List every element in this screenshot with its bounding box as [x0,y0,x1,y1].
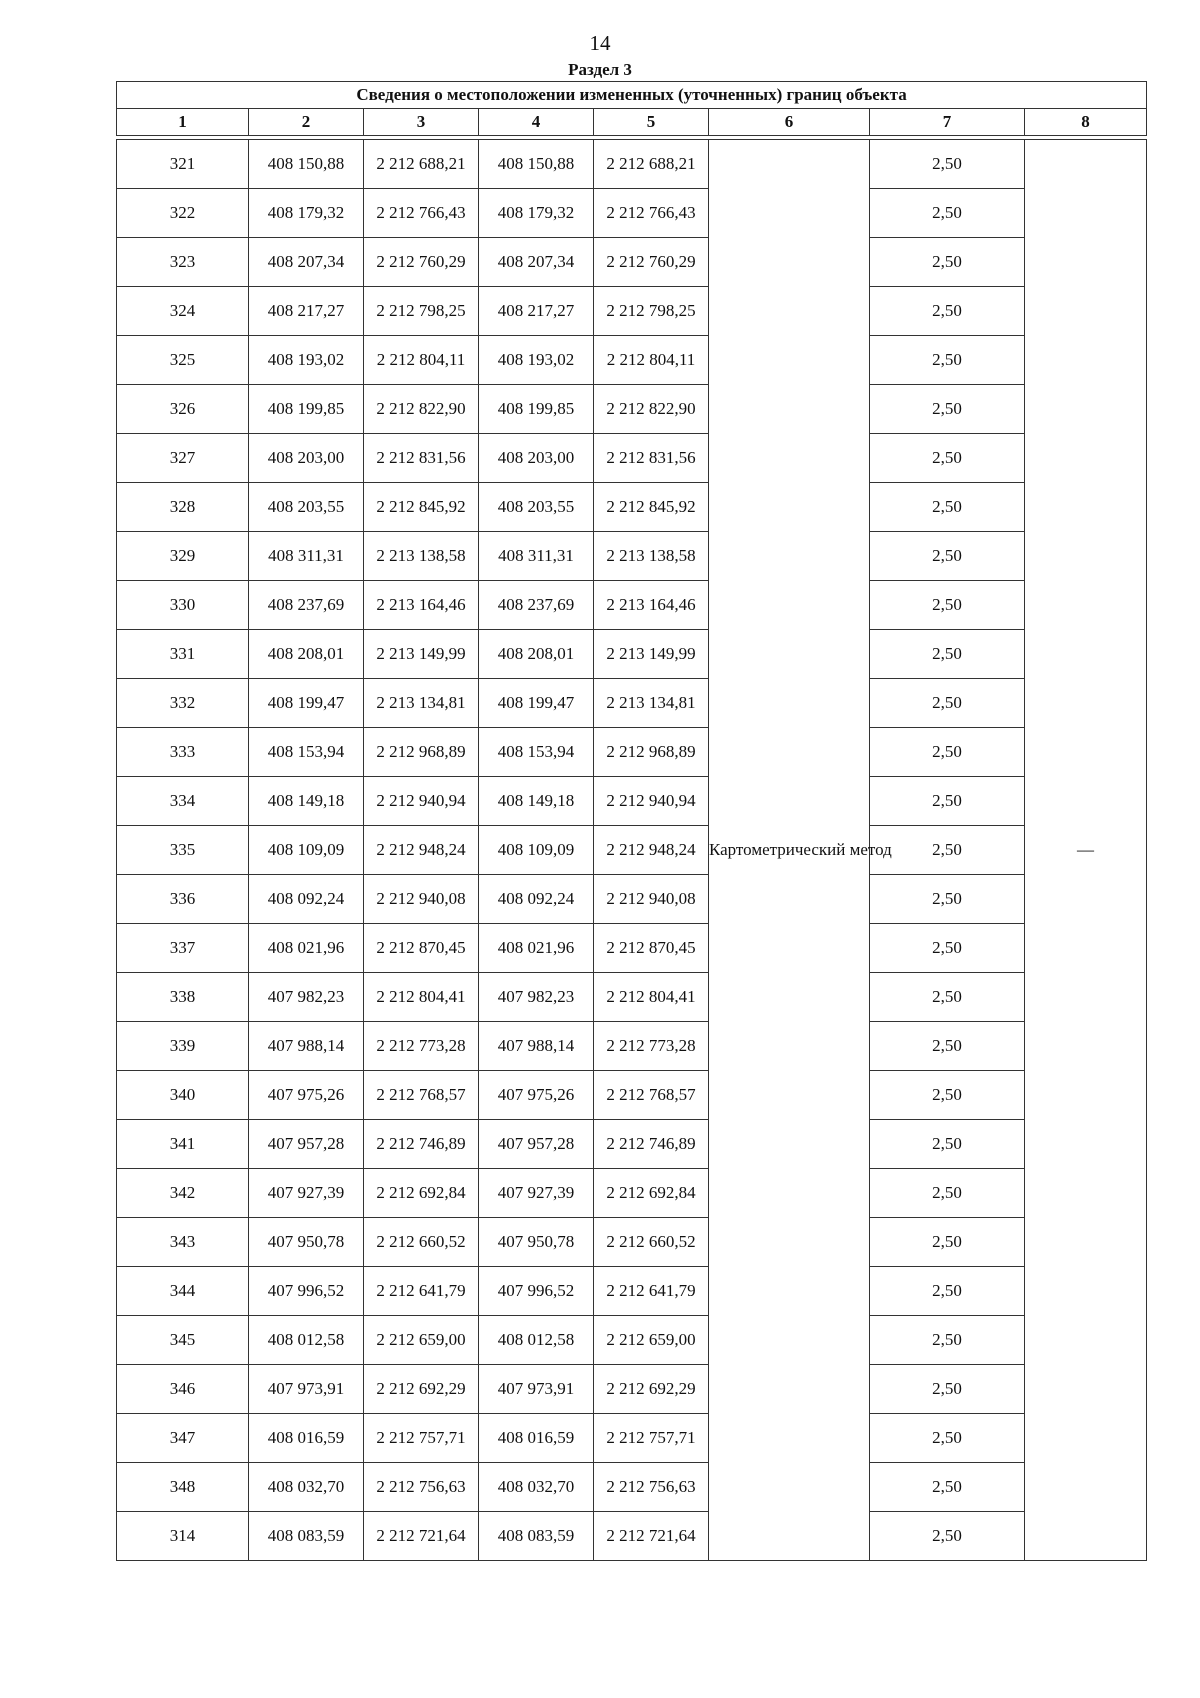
point-number-cell: 339 [117,1022,249,1071]
existing-y-cell: 2 212 641,79 [364,1267,479,1316]
accuracy-cell: 2,50 [870,924,1025,973]
accuracy-cell: 2,50 [870,1463,1025,1512]
point-number-cell: 337 [117,924,249,973]
accuracy-cell: 2,50 [870,434,1025,483]
existing-x-cell: 408 083,59 [249,1512,364,1561]
updated-x-cell: 408 217,27 [479,287,594,336]
column-number-8: 8 [1025,109,1147,136]
point-number-cell: 325 [117,336,249,385]
existing-x-cell: 408 153,94 [249,728,364,777]
point-number-cell: 333 [117,728,249,777]
existing-x-cell: 408 016,59 [249,1414,364,1463]
existing-y-cell: 2 212 721,64 [364,1512,479,1561]
existing-x-cell: 408 032,70 [249,1463,364,1512]
existing-y-cell: 2 212 766,43 [364,189,479,238]
existing-y-cell: 2 212 948,24 [364,826,479,875]
updated-x-cell: 407 950,78 [479,1218,594,1267]
table-row [117,679,1147,728]
updated-y-cell: 2 212 804,41 [594,973,709,1022]
updated-y-cell: 2 213 138,58 [594,532,709,581]
existing-x-cell: 408 311,31 [249,532,364,581]
accuracy-cell: 2,50 [870,777,1025,826]
accuracy-cell: 2,50 [870,1316,1025,1365]
accuracy-cell: 2,50 [870,1512,1025,1561]
existing-y-cell: 2 212 940,94 [364,777,479,826]
existing-x-cell: 408 150,88 [249,140,364,189]
table-row [117,287,1147,336]
existing-y-cell: 2 212 870,45 [364,924,479,973]
point-number-cell: 341 [117,1120,249,1169]
updated-y-cell: 2 212 845,92 [594,483,709,532]
section-title: Раздел 3 [568,60,632,79]
table-row [117,1512,1147,1561]
updated-y-cell: 2 213 134,81 [594,679,709,728]
existing-x-cell: 407 927,39 [249,1169,364,1218]
updated-x-cell: 408 208,01 [479,630,594,679]
existing-y-cell: 2 212 692,29 [364,1365,479,1414]
column-number-row [117,109,1147,136]
table-row [117,1169,1147,1218]
existing-x-cell: 408 149,18 [249,777,364,826]
updated-y-cell: 2 212 822,90 [594,385,709,434]
table-row [117,875,1147,924]
existing-y-cell: 2 212 760,29 [364,238,479,287]
accuracy-cell: 2,50 [870,1267,1025,1316]
column-number-6: 6 [709,109,870,136]
updated-x-cell: 408 032,70 [479,1463,594,1512]
updated-x-cell: 407 975,26 [479,1071,594,1120]
accuracy-cell: 2,50 [870,630,1025,679]
accuracy-cell: 2,50 [870,1218,1025,1267]
table-row [117,777,1147,826]
column-number-4: 4 [479,109,594,136]
updated-y-cell: 2 212 688,21 [594,140,709,189]
existing-y-cell: 2 213 149,99 [364,630,479,679]
updated-y-cell: 2 212 692,29 [594,1365,709,1414]
existing-y-cell: 2 212 804,41 [364,973,479,1022]
existing-x-cell: 408 179,32 [249,189,364,238]
accuracy-cell: 2,50 [870,1414,1025,1463]
existing-x-cell: 407 950,78 [249,1218,364,1267]
column-number-5: 5 [594,109,709,136]
updated-y-cell: 2 213 149,99 [594,630,709,679]
accuracy-cell: 2,50 [870,973,1025,1022]
page-number: 14 [589,31,611,55]
point-number-cell: 329 [117,532,249,581]
table-row [117,1071,1147,1120]
table-row [117,581,1147,630]
updated-x-cell: 408 021,96 [479,924,594,973]
updated-y-cell: 2 212 768,57 [594,1071,709,1120]
updated-y-cell: 2 212 659,00 [594,1316,709,1365]
updated-y-cell: 2 212 746,89 [594,1120,709,1169]
table-row [117,973,1147,1022]
accuracy-cell: 2,50 [870,1022,1025,1071]
point-number-cell: 343 [117,1218,249,1267]
table-row [117,1414,1147,1463]
updated-x-cell: 408 207,34 [479,238,594,287]
existing-x-cell: 408 208,01 [249,630,364,679]
point-number-cell: 328 [117,483,249,532]
accuracy-cell: 2,50 [870,189,1025,238]
existing-x-cell: 408 237,69 [249,581,364,630]
updated-y-cell: 2 212 948,24 [594,826,709,875]
updated-y-cell: 2 212 757,71 [594,1414,709,1463]
updated-x-cell: 407 982,23 [479,973,594,1022]
updated-y-cell: 2 212 692,84 [594,1169,709,1218]
existing-y-cell: 2 212 831,56 [364,434,479,483]
existing-x-cell: 408 203,00 [249,434,364,483]
table-row [117,826,1147,875]
table-row [117,532,1147,581]
accuracy-cell: 2,50 [870,1365,1025,1414]
existing-x-cell: 407 996,52 [249,1267,364,1316]
table-row [117,140,1147,189]
existing-y-cell: 2 213 164,46 [364,581,479,630]
existing-y-cell: 2 212 845,92 [364,483,479,532]
accuracy-cell: 2,50 [870,679,1025,728]
updated-y-cell: 2 212 641,79 [594,1267,709,1316]
updated-y-cell: 2 212 870,45 [594,924,709,973]
updated-x-cell: 408 237,69 [479,581,594,630]
table-row [117,1267,1147,1316]
accuracy-cell: 2,50 [870,1071,1025,1120]
updated-x-cell: 408 179,32 [479,189,594,238]
existing-x-cell: 407 975,26 [249,1071,364,1120]
updated-x-cell: 407 957,28 [479,1120,594,1169]
point-number-cell: 332 [117,679,249,728]
updated-x-cell: 408 083,59 [479,1512,594,1561]
updated-y-cell: 2 212 766,43 [594,189,709,238]
existing-x-cell: 408 021,96 [249,924,364,973]
point-number-cell: 322 [117,189,249,238]
updated-x-cell: 408 150,88 [479,140,594,189]
updated-y-cell: 2 212 760,29 [594,238,709,287]
column-8-cell: — [1025,140,1147,1561]
existing-x-cell: 407 982,23 [249,973,364,1022]
existing-y-cell: 2 213 134,81 [364,679,479,728]
point-number-cell: 314 [117,1512,249,1561]
accuracy-cell: 2,50 [870,1169,1025,1218]
table-body [117,140,1147,1561]
point-number-cell: 346 [117,1365,249,1414]
table-caption: Сведения о местоположении измененных (уточненных) границ объекта [117,82,1147,109]
updated-x-cell: 407 988,14 [479,1022,594,1071]
updated-x-cell: 408 203,55 [479,483,594,532]
table-row [117,924,1147,973]
updated-x-cell: 408 311,31 [479,532,594,581]
point-number-cell: 321 [117,140,249,189]
updated-x-cell: 408 199,85 [479,385,594,434]
existing-y-cell: 2 212 773,28 [364,1022,479,1071]
existing-y-cell: 2 212 688,21 [364,140,479,189]
point-number-cell: 330 [117,581,249,630]
column-number-3: 3 [364,109,479,136]
existing-y-cell: 2 212 659,00 [364,1316,479,1365]
point-number-cell: 342 [117,1169,249,1218]
table-row [117,728,1147,777]
existing-y-cell: 2 212 746,89 [364,1120,479,1169]
point-number-cell: 338 [117,973,249,1022]
column-number-7: 7 [870,109,1025,136]
existing-y-cell: 2 212 756,63 [364,1463,479,1512]
accuracy-cell: 2,50 [870,875,1025,924]
column-number-2: 2 [249,109,364,136]
existing-y-cell: 2 212 757,71 [364,1414,479,1463]
updated-x-cell: 408 109,09 [479,826,594,875]
accuracy-cell: 2,50 [870,385,1025,434]
existing-y-cell: 2 212 968,89 [364,728,479,777]
point-number-cell: 345 [117,1316,249,1365]
existing-y-cell: 2 212 804,11 [364,336,479,385]
table-row [117,1316,1147,1365]
table-row [117,1022,1147,1071]
existing-x-cell: 408 203,55 [249,483,364,532]
existing-x-cell: 408 092,24 [249,875,364,924]
table-row [117,1218,1147,1267]
updated-x-cell: 408 203,00 [479,434,594,483]
updated-x-cell: 407 996,52 [479,1267,594,1316]
existing-x-cell: 408 199,47 [249,679,364,728]
accuracy-cell: 2,50 [870,728,1025,777]
point-number-cell: 336 [117,875,249,924]
point-number-cell: 347 [117,1414,249,1463]
point-number-cell: 340 [117,1071,249,1120]
accuracy-cell: 2,50 [870,532,1025,581]
existing-y-cell: 2 212 822,90 [364,385,479,434]
existing-x-cell: 408 109,09 [249,826,364,875]
table-row [117,336,1147,385]
accuracy-cell: 2,50 [870,238,1025,287]
existing-y-cell: 2 213 138,58 [364,532,479,581]
updated-y-cell: 2 212 798,25 [594,287,709,336]
point-number-cell: 324 [117,287,249,336]
point-number-cell: 323 [117,238,249,287]
accuracy-cell: 2,50 [870,581,1025,630]
existing-x-cell: 408 012,58 [249,1316,364,1365]
accuracy-cell: 2,50 [870,483,1025,532]
existing-x-cell: 408 193,02 [249,336,364,385]
table-row [117,1463,1147,1512]
updated-y-cell: 2 212 660,52 [594,1218,709,1267]
point-number-cell: 335 [117,826,249,875]
existing-x-cell: 408 207,34 [249,238,364,287]
coordinates-table [116,81,1147,1561]
point-number-cell: 348 [117,1463,249,1512]
table-row [117,483,1147,532]
updated-y-cell: 2 212 940,08 [594,875,709,924]
updated-x-cell: 408 149,18 [479,777,594,826]
existing-x-cell: 408 199,85 [249,385,364,434]
updated-y-cell: 2 212 831,56 [594,434,709,483]
updated-x-cell: 408 092,24 [479,875,594,924]
existing-y-cell: 2 212 798,25 [364,287,479,336]
updated-y-cell: 2 212 804,11 [594,336,709,385]
updated-y-cell: 2 212 756,63 [594,1463,709,1512]
point-number-cell: 327 [117,434,249,483]
updated-x-cell: 408 193,02 [479,336,594,385]
table-row [117,630,1147,679]
accuracy-cell: 2,50 [870,1120,1025,1169]
updated-y-cell: 2 212 968,89 [594,728,709,777]
existing-y-cell: 2 212 768,57 [364,1071,479,1120]
accuracy-cell: 2,50 [870,140,1025,189]
updated-x-cell: 408 016,59 [479,1414,594,1463]
table-row [117,189,1147,238]
table-row [117,1365,1147,1414]
updated-x-cell: 408 153,94 [479,728,594,777]
column-number-1: 1 [117,109,249,136]
table-row [117,434,1147,483]
existing-x-cell: 408 217,27 [249,287,364,336]
point-number-cell: 326 [117,385,249,434]
table-row [117,1120,1147,1169]
existing-x-cell: 407 957,28 [249,1120,364,1169]
updated-x-cell: 408 012,58 [479,1316,594,1365]
accuracy-cell: 2,50 [870,826,1025,875]
updated-y-cell: 2 213 164,46 [594,581,709,630]
updated-y-cell: 2 212 940,94 [594,777,709,826]
updated-x-cell: 407 927,39 [479,1169,594,1218]
point-number-cell: 344 [117,1267,249,1316]
table-row [117,238,1147,287]
table-row [117,385,1147,434]
existing-x-cell: 407 988,14 [249,1022,364,1071]
existing-y-cell: 2 212 940,08 [364,875,479,924]
updated-y-cell: 2 212 721,64 [594,1512,709,1561]
existing-y-cell: 2 212 692,84 [364,1169,479,1218]
updated-x-cell: 407 973,91 [479,1365,594,1414]
accuracy-cell: 2,50 [870,336,1025,385]
existing-x-cell: 407 973,91 [249,1365,364,1414]
existing-y-cell: 2 212 660,52 [364,1218,479,1267]
updated-y-cell: 2 212 773,28 [594,1022,709,1071]
method-cell: Картометрический метод [709,140,870,1561]
updated-x-cell: 408 199,47 [479,679,594,728]
point-number-cell: 331 [117,630,249,679]
point-number-cell: 334 [117,777,249,826]
accuracy-cell: 2,50 [870,287,1025,336]
